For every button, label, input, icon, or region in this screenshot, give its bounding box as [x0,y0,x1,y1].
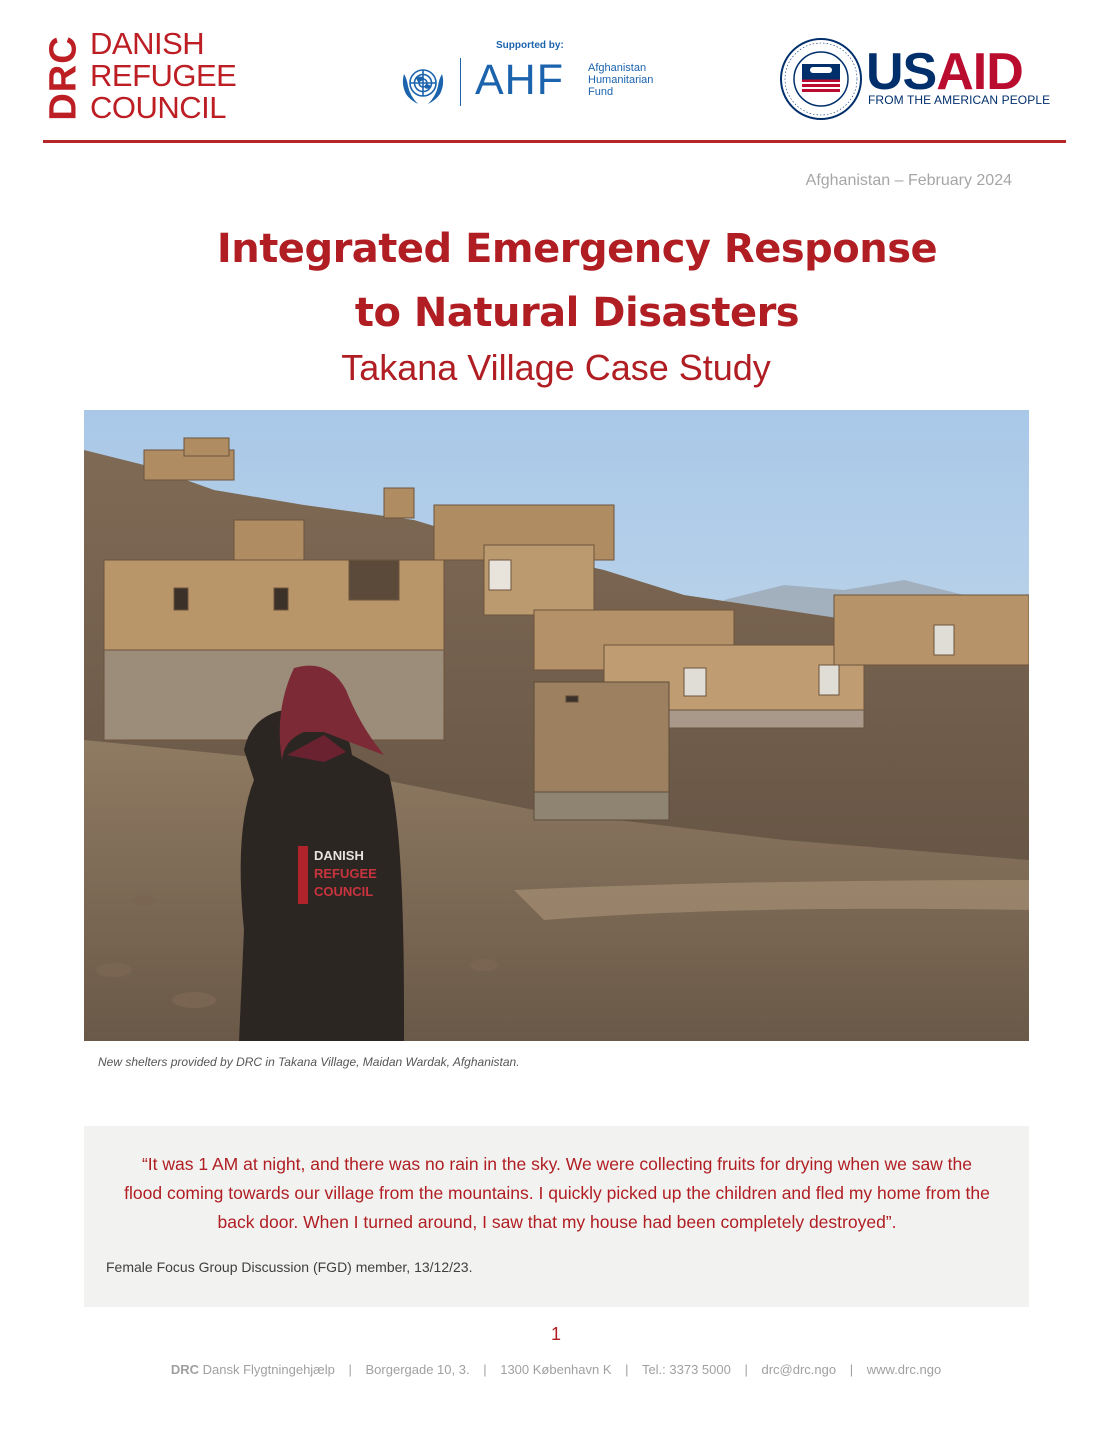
page-title-text: Integrated Emergency Response to Natural Disasters [216,226,938,336]
usaid-wordmark [866,43,1023,101]
quote-attribution: Female Focus Group Discussion (FGD) member, 13/12/23. [106,1259,473,1275]
usaid-wordmark-aid: AID [936,43,1023,101]
footer-separator: | [348,1362,352,1377]
ahf-acronym: AHF [475,56,564,104]
dateline: Afghanistan – February 2024 [805,172,1012,189]
header-divider [43,140,1066,143]
ahf-full-name [588,62,653,98]
footer-separator: | [744,1362,748,1377]
photo-jacket-print-line: COUNCIL [314,884,374,899]
footer-org-short: DRC [170,1362,199,1377]
photo-jacket-print-line: REFUGEE [314,866,377,881]
ahf-divider [460,58,461,106]
page-title [84,217,1096,345]
quote-text: “It was 1 AM at night, and there was no rain in the sky. We were collecting fruits for drying when we saw the flood coming towards our village from the mountains. I quickly picked up the children and fled my home from the back door. When I turned around, I saw that my house had been completely destroyed”. [124,1154,990,1232]
drc-logo-wordmark [90,28,236,124]
footer-separator: | [625,1362,629,1377]
footer-postal: 1300 København K [500,1362,612,1377]
footer-separator: | [483,1362,487,1377]
drc-logo-line: DANISH [90,26,205,61]
photo-caption: New shelters provided by DRC in Takana Village, Maidan Wardak, Afghanistan. [98,1055,520,1069]
ahf-full-name-line: Fund [588,86,614,98]
usaid-tagline: FROM THE AMERICAN PEOPLE [868,93,1051,107]
un-emblem-icon [398,60,448,110]
footer-separator: | [849,1362,854,1377]
drc-logo-line: COUNCIL [90,90,227,125]
ahf-full-name-line: Humanitarian [588,74,654,86]
drc-logo-acronym: DRC [43,35,86,121]
footer-org-name: Dansk Flygtningehjælp [202,1362,335,1377]
ahf-supported-by: Supported by: [496,40,564,51]
page-number: 1 [550,1324,561,1344]
drc-logo-line: REFUGEE [90,58,237,93]
ahf-full-name-line: Afghanistan [588,62,647,74]
page-subtitle: Takana Village Case Study [341,347,771,388]
usaid-seal-icon [780,38,862,120]
hero-photo [84,410,1029,1041]
footer-website[interactable]: www.drc.ngo [866,1362,942,1377]
footer-phone: Tel.: 3373 5000 [641,1362,731,1377]
usaid-wordmark-us: US [866,43,937,101]
footer-address: Borgergade 10, 3. [365,1362,470,1377]
photo-jacket-print-line: DANISH [314,848,364,863]
footer-email[interactable]: drc@drc.ngo [761,1362,837,1377]
footer-contact [0,1362,1112,1377]
